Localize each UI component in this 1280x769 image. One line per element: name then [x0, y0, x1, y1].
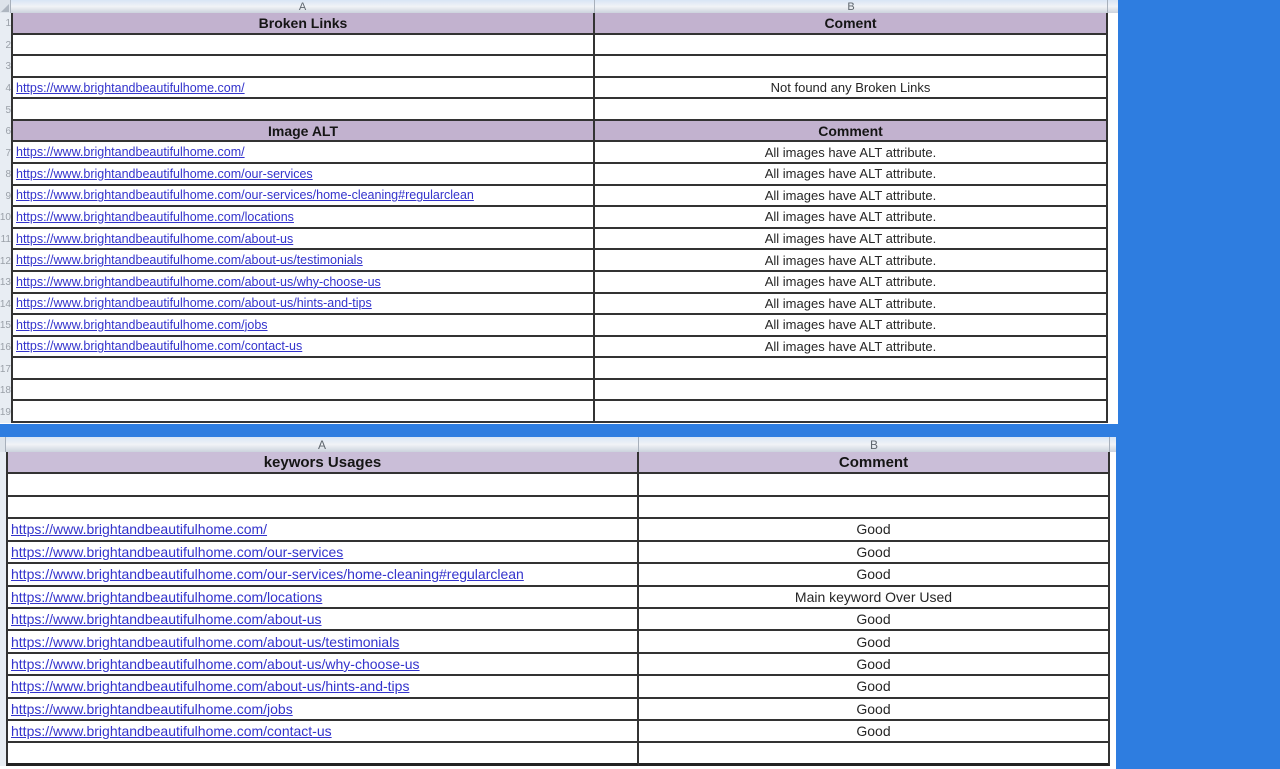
table-row	[0, 401, 1118, 423]
table-row	[0, 721, 1116, 743]
comment-cell[interactable]: All images have ALT attribute.	[595, 272, 1108, 294]
row-number[interactable]: 6	[0, 121, 11, 143]
comment-header-cell[interactable]: Comment	[595, 121, 1108, 143]
url-cell[interactable]	[6, 587, 639, 609]
url-cell[interactable]	[6, 699, 639, 721]
empty-cell[interactable]	[11, 401, 595, 423]
hyperlink[interactable]: https://www.brightandbeautifulhome.com/	[16, 145, 245, 160]
url-cell[interactable]	[11, 294, 595, 316]
comment-cell[interactable]: All images have ALT attribute.	[595, 229, 1108, 251]
url-cell[interactable]	[6, 654, 639, 676]
comment-cell[interactable]: All images have ALT attribute.	[595, 207, 1108, 229]
comment-cell[interactable]: Good	[639, 699, 1110, 721]
empty-cell[interactable]	[595, 56, 1108, 78]
comment-cell[interactable]: Good	[639, 721, 1110, 743]
table-row	[0, 654, 1116, 676]
column-header-strip	[0, 437, 1116, 452]
empty-cell[interactable]	[6, 743, 639, 765]
hyperlink[interactable]: https://www.brightandbeautifulhome.com/about-us/testimonials	[11, 633, 400, 650]
table-row	[0, 186, 1118, 208]
empty-cell[interactable]	[639, 743, 1110, 765]
select-all-corner[interactable]	[0, 437, 6, 452]
comment-cell[interactable]: All images have ALT attribute.	[595, 142, 1108, 164]
table-row	[0, 564, 1116, 586]
hyperlink[interactable]: https://www.brightandbeautifulhome.com/locations	[16, 209, 294, 224]
table-row	[0, 587, 1116, 609]
spreadsheet-keyword-usages	[0, 437, 1116, 769]
url-cell[interactable]	[11, 186, 595, 208]
hyperlink[interactable]: https://www.brightandbeautifulhome.com/our-services/home-cleaning#regularclean	[16, 188, 474, 203]
comment-cell[interactable]: All images have ALT attribute.	[595, 337, 1108, 359]
row-number[interactable]: 8	[0, 164, 11, 186]
row-number[interactable]: 2	[0, 35, 11, 57]
comment-cell[interactable]: Good	[639, 631, 1110, 653]
table-row	[0, 699, 1116, 721]
row-number[interactable]: 16	[0, 337, 11, 359]
hyperlink[interactable]: https://www.brightandbeautifulhome.com/about-us	[16, 231, 294, 246]
comment-cell[interactable]: All images have ALT attribute.	[595, 250, 1108, 272]
table-row	[0, 519, 1116, 541]
row-number[interactable]: 13	[0, 272, 11, 294]
comment-cell[interactable]: Good	[639, 519, 1110, 541]
hyperlink[interactable]: https://www.brightandbeautifulhome.com/contact-us	[16, 339, 303, 354]
empty-cell[interactable]	[595, 99, 1108, 121]
section-title-cell[interactable]: Image ALT	[11, 121, 595, 143]
url-cell[interactable]	[11, 337, 595, 359]
table-row	[0, 56, 1118, 78]
hyperlink[interactable]: https://www.brightandbeautifulhome.com/locations	[11, 588, 323, 605]
hyperlink[interactable]: https://www.brightandbeautifulhome.com/our-services	[16, 166, 313, 181]
comment-cell[interactable]: Main keyword Over Used	[639, 587, 1110, 609]
url-cell[interactable]	[6, 721, 639, 743]
hyperlink[interactable]: https://www.brightandbeautifulhome.com/about-us/hints-and-tips	[11, 678, 410, 695]
column-header-b[interactable]: B	[639, 437, 1110, 452]
table-row	[0, 164, 1118, 186]
table-row	[0, 315, 1118, 337]
column-header-filler	[1108, 0, 1118, 13]
cell-grid	[0, 452, 1116, 766]
table-row	[0, 142, 1118, 164]
table-row	[0, 497, 1116, 519]
column-header-filler	[1110, 437, 1116, 452]
table-row	[0, 337, 1118, 359]
url-cell[interactable]	[11, 164, 595, 186]
section-title-cell[interactable]: Broken Links	[11, 13, 595, 35]
empty-cell[interactable]	[11, 358, 595, 380]
url-cell[interactable]	[11, 272, 595, 294]
table-row	[0, 542, 1116, 564]
column-header-a[interactable]: A	[11, 0, 595, 13]
row-number[interactable]: 7	[0, 142, 11, 164]
empty-cell[interactable]	[595, 380, 1108, 402]
row-number[interactable]: 3	[0, 56, 11, 78]
comment-header-cell[interactable]: Coment	[595, 13, 1108, 35]
url-cell[interactable]	[11, 250, 595, 272]
table-row	[0, 474, 1116, 496]
spreadsheet-broken-links-image-alt	[0, 0, 1118, 424]
empty-cell[interactable]	[6, 474, 639, 496]
hyperlink[interactable]: https://www.brightandbeautifulhome.com/our-services	[11, 543, 344, 560]
select-all-triangle-icon	[1, 4, 9, 12]
table-row	[0, 358, 1118, 380]
url-cell[interactable]	[6, 631, 639, 653]
table-row	[0, 676, 1116, 698]
hyperlink[interactable]: https://www.brightandbeautifulhome.com/about-us/hints-and-tips	[16, 296, 372, 311]
empty-cell[interactable]	[11, 35, 595, 57]
row-number[interactable]: 19	[0, 401, 11, 423]
hyperlink[interactable]: https://www.brightandbeautifulhome.com/about-us/testimonials	[16, 253, 363, 268]
table-row	[0, 78, 1118, 100]
comment-cell[interactable]: Good	[639, 609, 1110, 631]
empty-cell[interactable]	[639, 497, 1110, 519]
empty-cell[interactable]	[595, 358, 1108, 380]
table-row	[0, 272, 1118, 294]
row-number[interactable]: 17	[0, 358, 11, 380]
row-number[interactable]: 10	[0, 207, 11, 229]
url-cell[interactable]	[11, 142, 595, 164]
empty-cell[interactable]	[11, 99, 595, 121]
table-row	[0, 121, 1118, 143]
url-cell[interactable]	[11, 207, 595, 229]
url-cell[interactable]	[11, 229, 595, 251]
hyperlink[interactable]: https://www.brightandbeautifulhome.com/about-us	[11, 611, 322, 628]
hyperlink[interactable]: https://www.brightandbeautifulhome.com/our-services/home-cleaning#regularclean	[11, 566, 524, 583]
row-number[interactable]: 4	[0, 78, 11, 100]
comment-cell[interactable]: All images have ALT attribute.	[595, 164, 1108, 186]
comment-header-cell[interactable]: Comment	[639, 452, 1110, 474]
column-header-strip	[0, 0, 1118, 13]
column-header-a[interactable]: A	[6, 437, 639, 452]
table-row	[0, 609, 1116, 631]
url-cell[interactable]	[6, 609, 639, 631]
comment-cell[interactable]: Good	[639, 676, 1110, 698]
table-row	[0, 207, 1118, 229]
url-cell[interactable]	[6, 519, 639, 541]
empty-cell[interactable]	[11, 380, 595, 402]
table-row	[0, 294, 1118, 316]
comment-cell[interactable]: All images have ALT attribute.	[595, 315, 1108, 337]
url-cell[interactable]	[11, 78, 595, 100]
hyperlink[interactable]: https://www.brightandbeautifulhome.com/jobs	[16, 317, 268, 332]
hyperlink[interactable]: https://www.brightandbeautifulhome.com/	[16, 80, 245, 95]
cell-grid	[0, 13, 1118, 423]
table-row	[0, 743, 1116, 765]
url-cell[interactable]	[6, 564, 639, 586]
comment-cell[interactable]: All images have ALT attribute.	[595, 186, 1108, 208]
empty-cell[interactable]	[11, 56, 595, 78]
empty-cell[interactable]	[639, 474, 1110, 496]
column-header-b[interactable]: B	[595, 0, 1108, 13]
comment-cell[interactable]: Good	[639, 564, 1110, 586]
select-all-corner[interactable]	[0, 0, 11, 13]
hyperlink[interactable]: https://www.brightandbeautifulhome.com/contact-us	[11, 723, 332, 740]
table-row	[0, 229, 1118, 251]
comment-cell[interactable]: All images have ALT attribute.	[595, 294, 1108, 316]
empty-cell[interactable]	[595, 401, 1108, 423]
comment-cell[interactable]: Good	[639, 654, 1110, 676]
url-cell[interactable]	[11, 315, 595, 337]
table-row	[0, 452, 1116, 474]
url-cell[interactable]	[6, 542, 639, 564]
row-number[interactable]: 15	[0, 315, 11, 337]
table-row	[0, 99, 1118, 121]
url-cell[interactable]	[6, 676, 639, 698]
empty-cell[interactable]	[595, 35, 1108, 57]
row-number[interactable]: 1	[0, 13, 11, 35]
row-number[interactable]: 12	[0, 250, 11, 272]
table-row	[0, 35, 1118, 57]
section-title-cell[interactable]: keywors Usages	[6, 452, 639, 474]
hyperlink[interactable]: https://www.brightandbeautifulhome.com/about-us/why-choose-us	[16, 274, 381, 289]
empty-cell[interactable]	[6, 497, 639, 519]
hyperlink[interactable]: https://www.brightandbeautifulhome.com/about-us/why-choose-us	[11, 656, 420, 672]
row-number[interactable]: 11	[0, 229, 11, 251]
row-number[interactable]: 14	[0, 294, 11, 316]
row-number[interactable]: 5	[0, 99, 11, 121]
row-number[interactable]: 18	[0, 380, 11, 402]
hyperlink[interactable]: https://www.brightandbeautifulhome.com/jobs	[11, 700, 293, 717]
table-row	[0, 250, 1118, 272]
hyperlink[interactable]: https://www.brightandbeautifulhome.com/	[11, 521, 268, 538]
table-row	[0, 380, 1118, 402]
table-row	[0, 13, 1118, 35]
table-row	[0, 631, 1116, 653]
comment-cell[interactable]: Not found any Broken Links	[595, 78, 1108, 100]
row-number[interactable]: 9	[0, 186, 11, 208]
comment-cell[interactable]: Good	[639, 542, 1110, 564]
